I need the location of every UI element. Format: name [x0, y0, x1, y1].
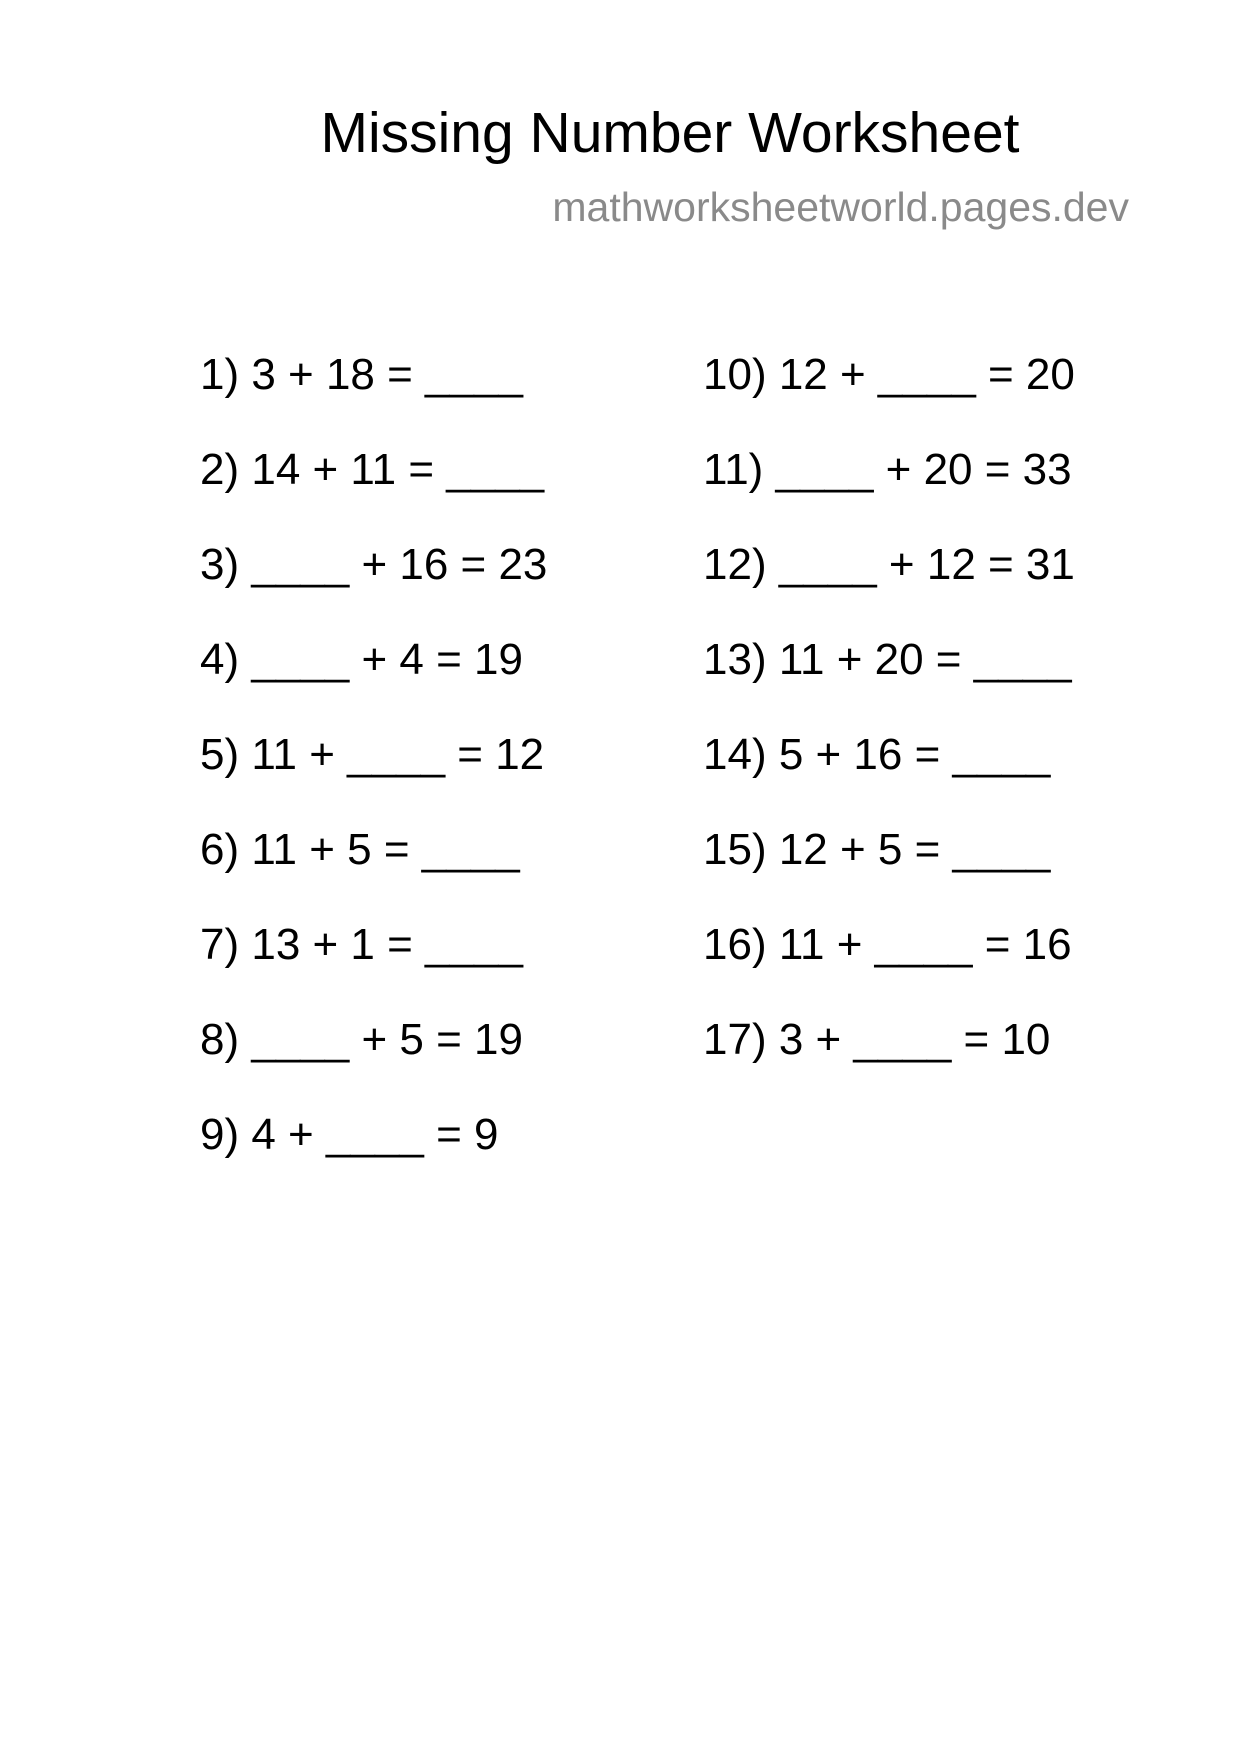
problem-10: 10) 12 + ____ = 20	[703, 350, 1075, 399]
problem-16: 16) 11 + ____ = 16	[703, 920, 1072, 969]
problem-11: 11) ____ + 20 = 33	[703, 445, 1072, 494]
problem-14: 14) 5 + 16 = ____	[703, 730, 1051, 779]
problem-12: 12) ____ + 12 = 31	[703, 540, 1075, 589]
problem-2: 2) 14 + 11 = ____	[200, 445, 545, 494]
problem-1: 1) 3 + 18 = ____	[200, 350, 523, 399]
problem-5: 5) 11 + ____ = 12	[200, 730, 545, 779]
problem-13: 13) 11 + 20 = ____	[703, 635, 1072, 684]
website-url: mathworksheetworld.pages.dev	[552, 184, 1129, 230]
problem-8: 8) ____ + 5 = 19	[200, 1015, 523, 1064]
worksheet-title: Missing Number Worksheet	[320, 101, 1020, 165]
problem-3: 3) ____ + 16 = 23	[200, 540, 548, 589]
problem-15: 15) 12 + 5 = ____	[703, 825, 1051, 874]
problems-column-left	[200, 348, 547, 1203]
problems-column-right	[703, 348, 1075, 1108]
problem-6: 6) 11 + 5 = ____	[200, 825, 520, 874]
problem-17: 17) 3 + ____ = 10	[703, 1015, 1051, 1064]
problem-9: 9) 4 + ____ = 9	[200, 1110, 499, 1159]
problem-4: 4) ____ + 4 = 19	[200, 635, 523, 684]
problem-7: 7) 13 + 1 = ____	[200, 920, 523, 969]
